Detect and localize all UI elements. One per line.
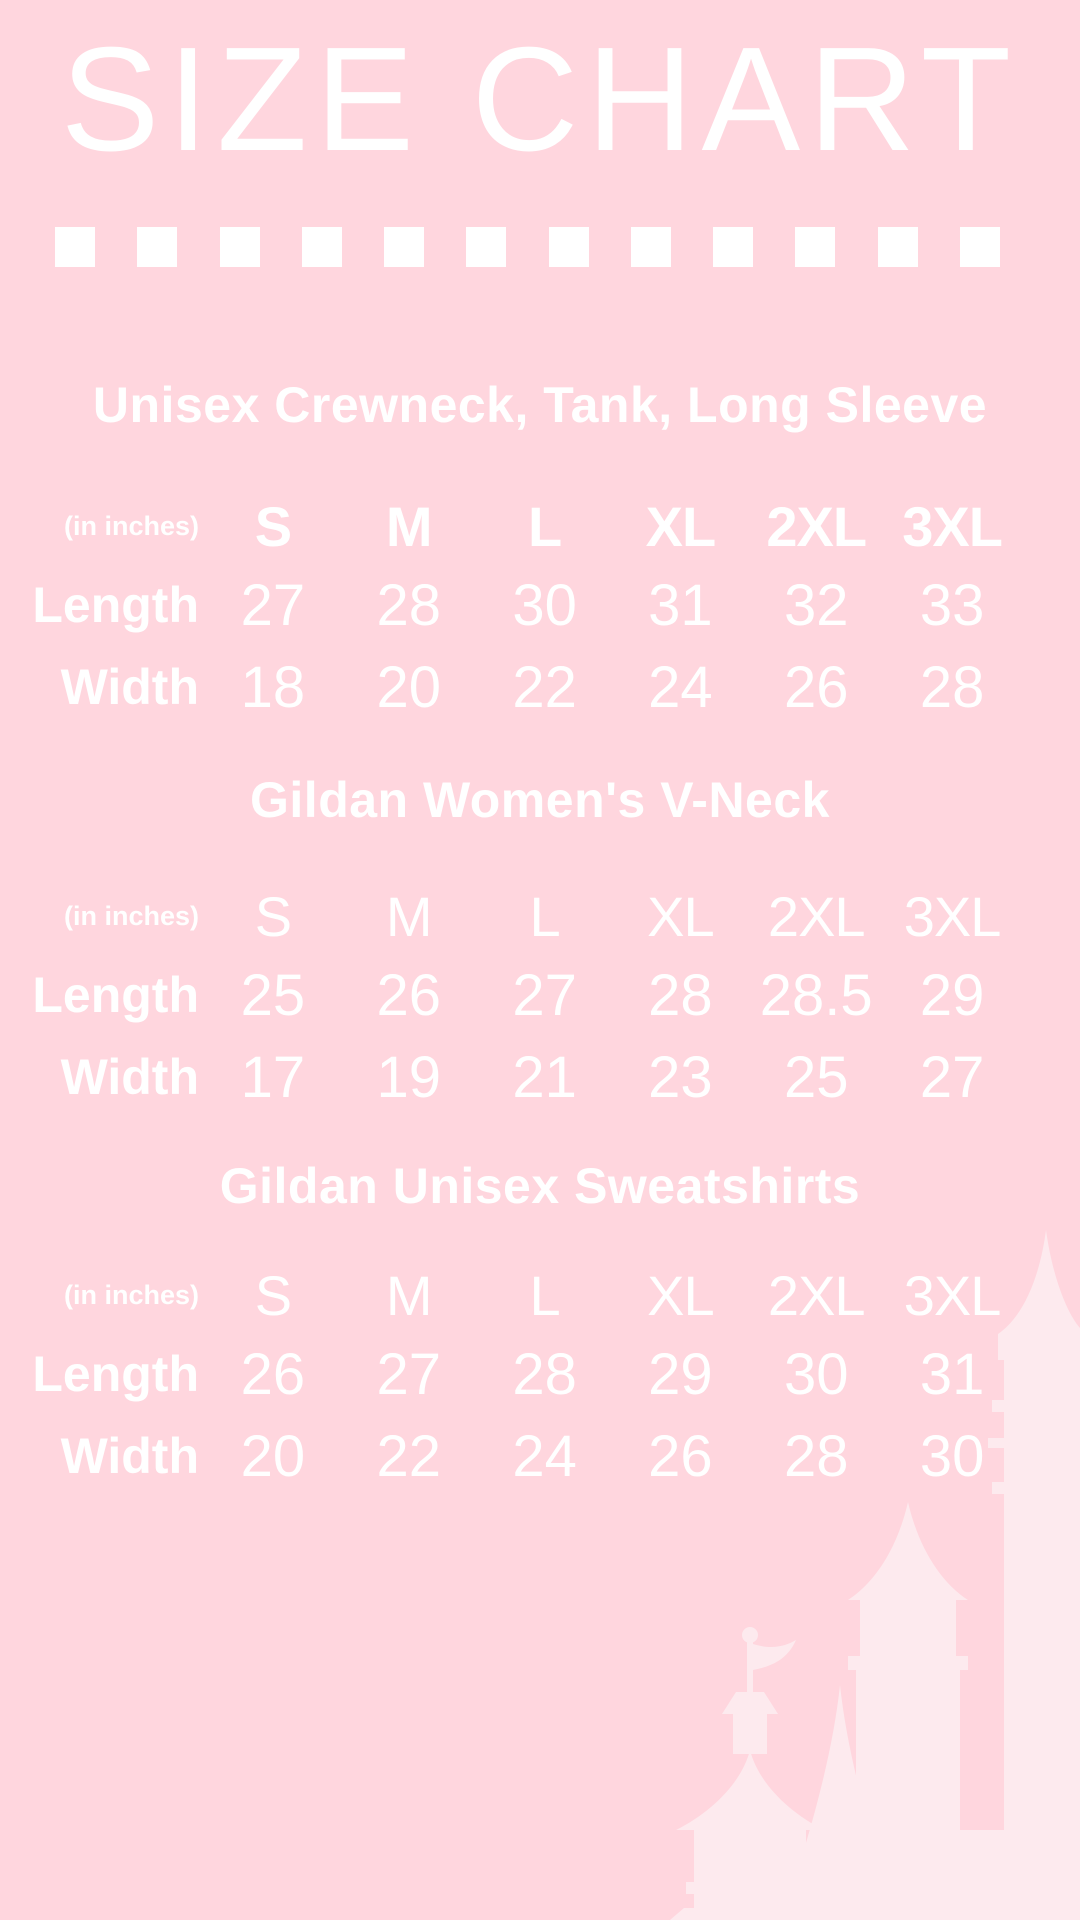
- col-header-m: M: [385, 1263, 432, 1327]
- width-value: 27: [919, 1044, 985, 1110]
- castle-flag-pole: [747, 1642, 753, 1694]
- width-value: 22: [512, 654, 577, 720]
- row-label-width: Width: [60, 1049, 199, 1105]
- length-value: 28: [648, 962, 713, 1028]
- decor-square: [549, 227, 589, 267]
- length-value: 30: [783, 1341, 849, 1407]
- length-value: 32: [783, 572, 849, 638]
- col-header-3xl: 3XL: [902, 494, 1002, 558]
- col-header-l: L: [527, 494, 562, 558]
- col-header-xl: XL: [647, 884, 714, 948]
- castle-tower-lower: [856, 1670, 960, 1920]
- col-header-m: M: [385, 884, 432, 948]
- width-value: 17: [240, 1044, 306, 1110]
- length-value: 28: [376, 572, 441, 638]
- decor-square: [302, 227, 342, 267]
- length-value: 27: [512, 962, 577, 1028]
- col-header-3xl: 3XL: [903, 884, 1001, 948]
- width-value: 24: [648, 654, 713, 720]
- decor-square: [795, 227, 835, 267]
- castle-tower-roof: [848, 1502, 968, 1600]
- section-title-vneck: Gildan Women's V-Neck: [250, 772, 830, 828]
- section-title-crewneck: Unisex Crewneck, Tank, Long Sleeve: [92, 377, 988, 433]
- length-value: 28.5: [759, 962, 873, 1028]
- col-header-2xl: 2XL: [767, 1263, 865, 1327]
- decor-square: [220, 227, 260, 267]
- col-header-s: S: [254, 494, 292, 558]
- unit-label: (in inches): [63, 900, 199, 931]
- castle-turret-cap: [722, 1692, 778, 1714]
- length-value: 27: [376, 1341, 441, 1407]
- decor-square: [466, 227, 506, 267]
- length-value: 28: [512, 1341, 577, 1407]
- row-label-length: Length: [32, 577, 199, 633]
- col-header-s: S: [254, 884, 292, 948]
- col-header-xl: XL: [647, 1263, 714, 1327]
- unit-label: (in inches): [63, 510, 199, 541]
- width-value: 20: [240, 1423, 306, 1489]
- width-value: 18: [240, 654, 306, 720]
- col-header-s: S: [254, 1263, 292, 1327]
- decor-square: [137, 227, 177, 267]
- col-header-l: L: [529, 1263, 560, 1327]
- decor-square: [713, 227, 753, 267]
- castle-turret-ring: [686, 1882, 814, 1894]
- castle-flag-finial: [742, 1627, 758, 1643]
- size-table-sweatshirts: [30, 1258, 1020, 1496]
- decor-square: [878, 227, 918, 267]
- decor-square: [960, 227, 1000, 267]
- castle-flag-pennant: [753, 1640, 796, 1670]
- width-value: 20: [376, 654, 441, 720]
- castle-turret-ring: [694, 1894, 806, 1908]
- width-value: 26: [648, 1423, 713, 1489]
- length-value: 27: [240, 572, 306, 638]
- size-table-crewneck: [30, 489, 1020, 727]
- width-value: 23: [648, 1044, 713, 1110]
- width-value: 19: [376, 1044, 441, 1110]
- castle-turret-roof: [676, 1750, 824, 1830]
- row-label-width: Width: [60, 659, 199, 715]
- length-value: 29: [919, 962, 985, 1028]
- length-value: 26: [240, 1341, 306, 1407]
- castle-tower-body: [860, 1600, 956, 1656]
- col-header-xl: XL: [645, 494, 716, 558]
- castle-wall-base: [956, 1830, 1026, 1920]
- width-value: 28: [919, 654, 985, 720]
- col-header-2xl: 2XL: [766, 494, 867, 558]
- width-value: 28: [783, 1423, 849, 1489]
- page-title: SIZE CHART: [60, 17, 1020, 182]
- decor-square: [55, 227, 95, 267]
- length-value: 31: [919, 1341, 985, 1407]
- length-value: 31: [648, 572, 713, 638]
- castle-turret-body: [694, 1830, 806, 1882]
- section-title-sweatshirts: Gildan Unisex Sweatshirts: [219, 1158, 861, 1214]
- col-header-3xl: 3XL: [903, 1263, 1001, 1327]
- col-header-m: M: [385, 494, 432, 558]
- row-label-width: Width: [60, 1428, 199, 1484]
- width-value: 21: [512, 1044, 577, 1110]
- row-label-length: Length: [32, 1346, 199, 1402]
- row-label-length: Length: [32, 967, 199, 1023]
- width-value: 26: [783, 654, 849, 720]
- squares-divider: [55, 227, 1000, 267]
- decor-square: [631, 227, 671, 267]
- castle-tower-collar: [848, 1656, 968, 1670]
- size-table-vneck: [30, 879, 1020, 1117]
- length-value: 26: [376, 962, 441, 1028]
- castle-turret-base: [670, 1908, 830, 1920]
- length-value: 25: [240, 962, 306, 1028]
- decor-square: [384, 227, 424, 267]
- col-header-2xl: 2XL: [767, 884, 865, 948]
- width-value: 30: [919, 1423, 985, 1489]
- unit-label: (in inches): [63, 1279, 199, 1310]
- length-value: 33: [919, 572, 985, 638]
- width-value: 25: [783, 1044, 849, 1110]
- castle-turret-neck: [733, 1714, 767, 1754]
- width-value: 22: [376, 1423, 441, 1489]
- width-value: 24: [512, 1423, 577, 1489]
- col-header-l: L: [529, 884, 560, 948]
- length-value: 30: [512, 572, 577, 638]
- length-value: 29: [648, 1341, 713, 1407]
